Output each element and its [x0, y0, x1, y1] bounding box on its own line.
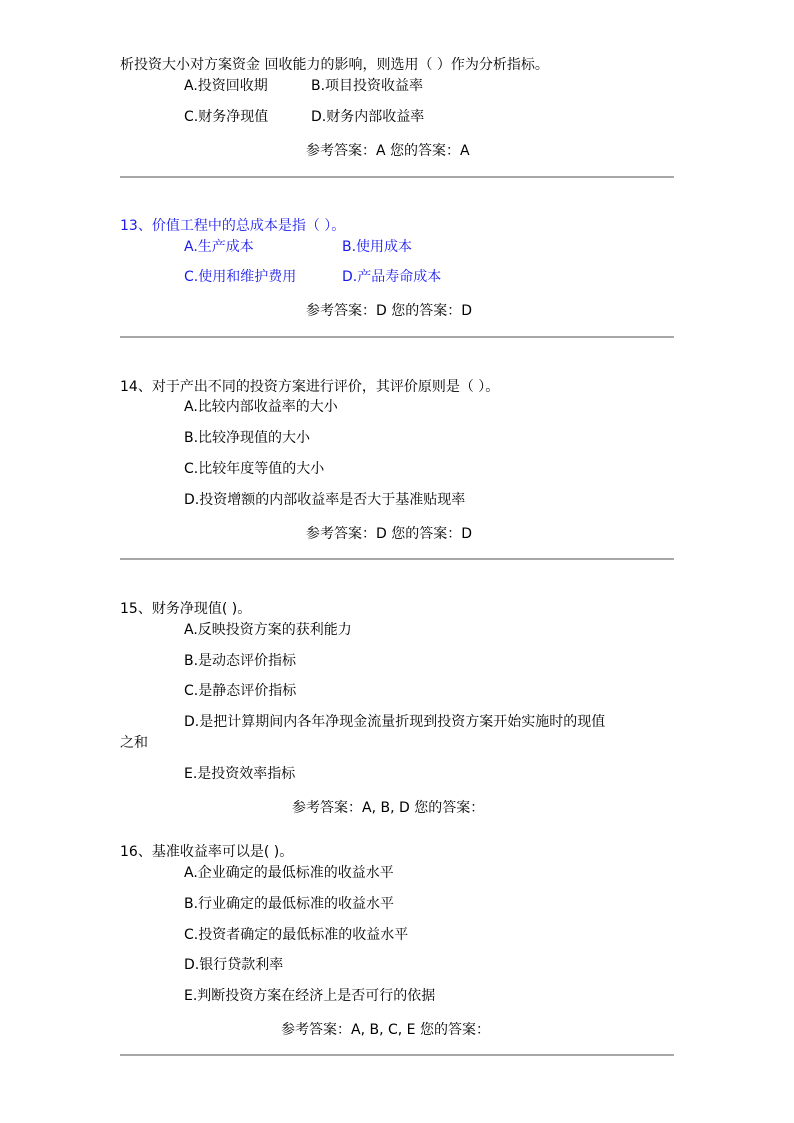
option-d-continuation: 之和 [120, 735, 148, 751]
option-b: B.比较净现值的大小 [184, 430, 311, 446]
option-b: B.项目投资收益率 [311, 78, 424, 94]
option-d: D.银行贷款利率 [184, 957, 284, 973]
option-a: A.生产成本 [184, 239, 254, 255]
option-c: C.使用和维护费用 [184, 269, 297, 285]
option-d: D.产品寿命成本 [342, 269, 442, 285]
divider [120, 336, 674, 338]
option-c: C.比较年度等值的大小 [184, 461, 325, 477]
divider [120, 1054, 674, 1056]
answer-line: 参考答案：A, B, C, E 您的答案： [281, 1022, 490, 1038]
divider [120, 176, 674, 178]
option-b: B.使用成本 [342, 239, 413, 255]
option-a: A.反映投资方案的获利能力 [184, 622, 352, 638]
answer-line: 参考答案：A, B, D 您的答案： [292, 800, 485, 816]
option-d: D.投资增额的内部收益率是否大于基准贴现率 [184, 492, 466, 508]
question-stem: 15、财务净现值( )。 [120, 601, 252, 617]
option-b: B.是动态评价指标 [184, 653, 297, 669]
question-stem: 16、基准收益率可以是( )。 [120, 844, 294, 860]
option-a: A.企业确定的最低标准的收益水平 [184, 865, 394, 881]
answer-line: 参考答案：D 您的答案：D [306, 526, 473, 542]
option-a: A.比较内部收益率的大小 [184, 399, 338, 415]
answer-line: 参考答案：D 您的答案：D [306, 303, 473, 319]
option-c: C.投资者确定的最低标准的收益水平 [184, 927, 409, 943]
option-e: E.判断投资方案在经济上是否可行的依据 [184, 988, 436, 1004]
divider [120, 558, 674, 560]
answer-line: 参考答案：A 您的答案：A [306, 143, 470, 159]
option-d: D.财务内部收益率 [311, 109, 425, 125]
option-d: D.是把计算期间内各年净现金流量折现到投资方案开始实施时的现值 [184, 714, 606, 730]
option-a: A.投资回收期 [184, 78, 268, 94]
option-b: B.行业确定的最低标准的收益水平 [184, 896, 395, 912]
option-c: C.财务净现值 [184, 109, 269, 125]
option-c: C.是静态评价指标 [184, 683, 297, 699]
question-stem: 13、价值工程中的总成本是指（ ）。 [120, 218, 346, 234]
question-stem: 析投资大小对方案资金 回收能力的影响，则选用（ ）作为分析指标。 [120, 57, 549, 73]
option-e: E.是投资效率指标 [184, 766, 296, 782]
question-stem: 14、对于产出不同的投资方案进行评价，其评价原则是（ ）。 [120, 379, 500, 395]
